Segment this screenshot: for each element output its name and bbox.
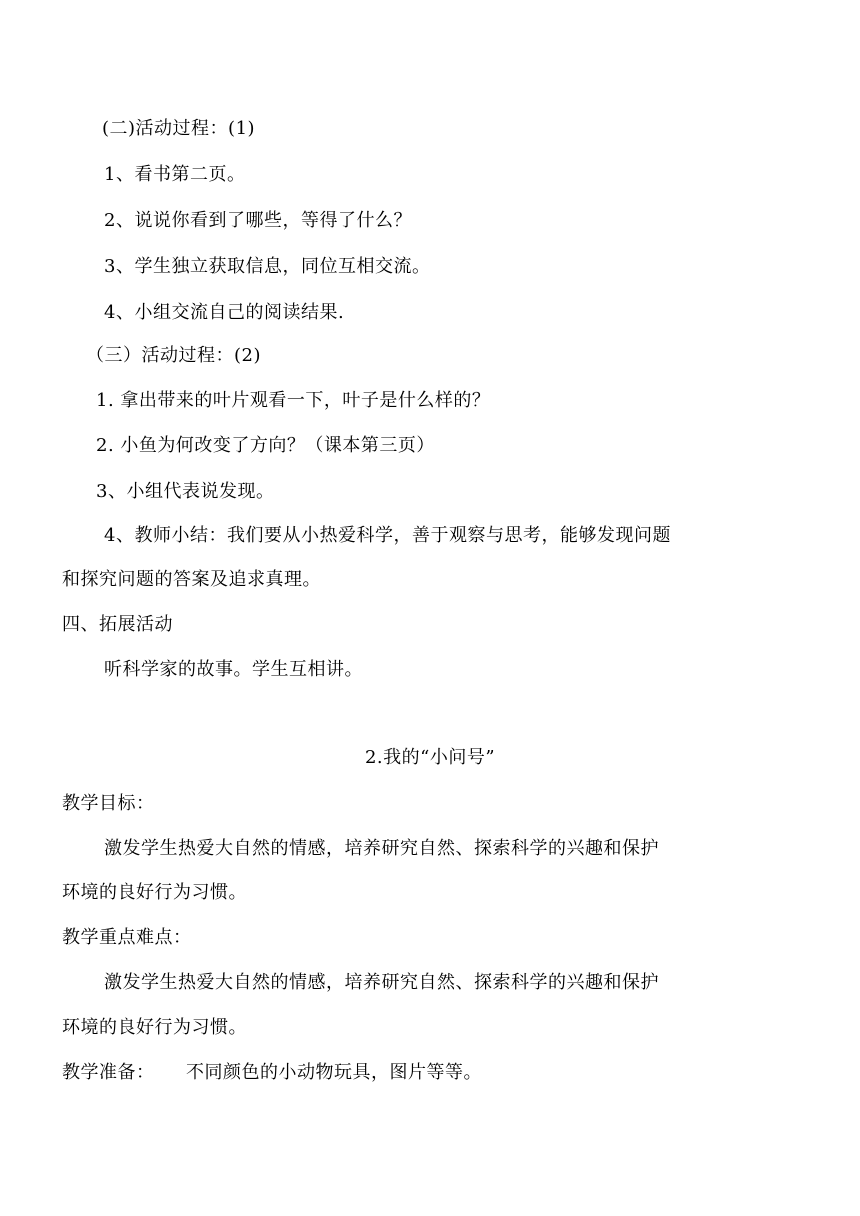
activity-1-item-4: 4、小组交流自己的阅读结果. <box>104 302 345 323</box>
lesson-title: 2.我的“小问号” <box>364 747 496 768</box>
extension-heading: 四、拓展活动 <box>62 614 173 635</box>
goals-line-1: 激发学生热爱大自然的情感，培养研究自然、探索科学的兴趣和保护 <box>104 838 659 859</box>
activity-2-item-4: 4、教师小结：我们要从小热爱科学，善于观察与思考，能够发现问题 <box>104 525 671 546</box>
extension-body: 听科学家的故事。学生互相讲。 <box>104 659 363 680</box>
activity-2-heading: （三）活动过程：(2) <box>86 345 261 366</box>
activity-2-item-2: 2. 小鱼为何改变了方向？（课本第三页） <box>96 435 435 456</box>
goals-label: 教学目标： <box>62 793 155 814</box>
activity-2-item-3: 3、小组代表说发现。 <box>96 481 275 502</box>
goals-line-2: 环境的良好行为习惯。 <box>62 882 247 903</box>
activity-2-item-1: 1. 拿出带来的叶片观看一下，叶子是什么样的？ <box>96 390 491 411</box>
key-points-line-1: 激发学生热爱大自然的情感，培养研究自然、探索科学的兴趣和保护 <box>104 972 659 993</box>
key-points-line-2: 环境的良好行为习惯。 <box>62 1017 247 1038</box>
activity-2-item-4-continued: 和探究问题的答案及追求真理。 <box>62 569 321 590</box>
key-points-label: 教学重点难点： <box>62 927 192 948</box>
activity-1-heading: (二)活动过程：(1) <box>102 118 256 139</box>
activity-1-item-2: 2、说说你看到了哪些，等得了什么？ <box>104 210 412 231</box>
activity-1-item-3: 3、学生独立获取信息，同位互相交流。 <box>104 256 431 277</box>
preparation-value: 不同颜色的小动物玩具，图片等等。 <box>186 1062 482 1083</box>
activity-1-item-1: 1、看书第二页。 <box>104 164 246 185</box>
preparation-label: 教学准备： <box>62 1062 155 1083</box>
